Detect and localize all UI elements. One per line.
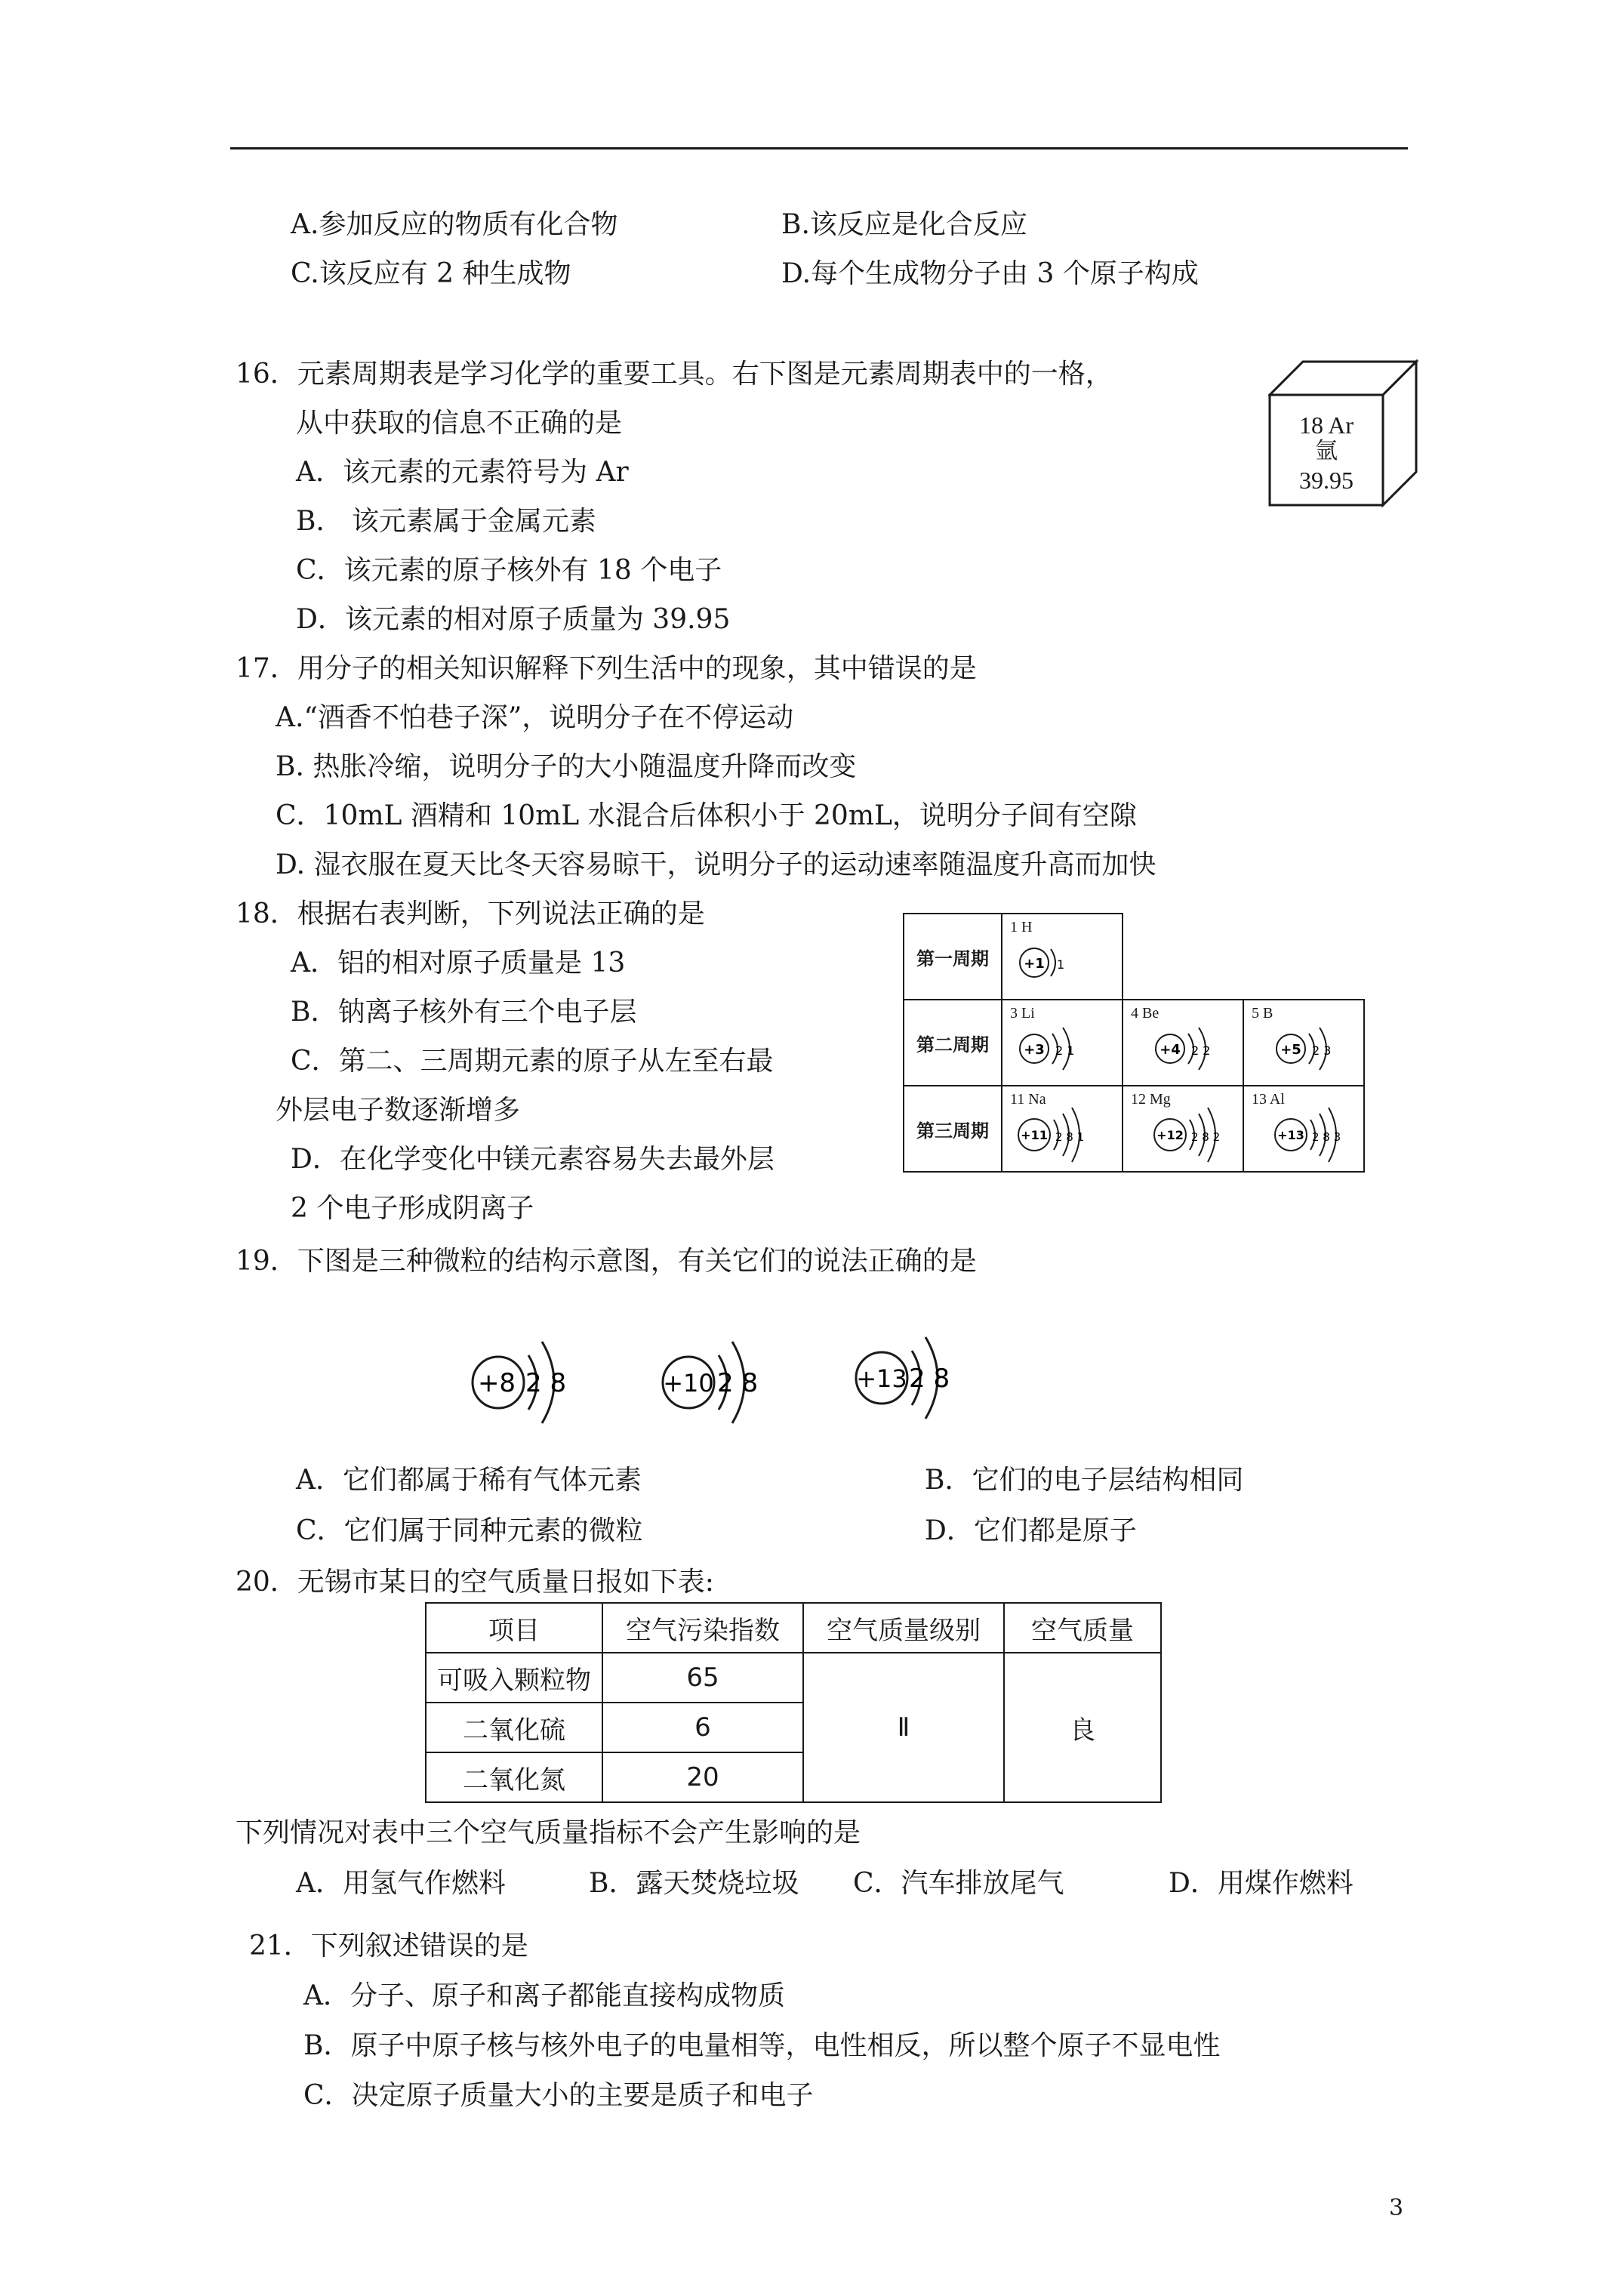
ion-structure-diagrams [453,1310,981,1446]
pollutant-name: 二氧化氮 [426,1752,602,1802]
shells-mg: 2 8 2 [1191,1130,1221,1144]
ion-diagram-ne [663,1342,758,1423]
shells-b: 2 3 [1312,1043,1332,1058]
q19-stem: 19．下图是三种微粒的结构示意图，有关它们的说法正确的是 [236,1246,977,1277]
q21-stem: 21．下列叙述错误的是 [249,1931,528,1962]
q17-option-a: A.“酒香不怕巷子深”，说明分子在不停运动 [276,702,794,733]
nucleus-plus-10: +10 [663,1369,714,1398]
shells-be: 2 2 [1191,1043,1211,1058]
q18-option-d: D．在化学变化中镁元素容易失去最外层 [291,1144,775,1175]
element-li-label: 3 Li [1010,1005,1035,1022]
atom-diagram-b [1244,1000,1363,1085]
element-cell-li [1002,1000,1123,1086]
element-na-label: 11 Na [1010,1091,1046,1108]
atom-diagram-h [1002,914,1122,999]
q19-option-a: A．它们都属于稀有气体元素 [296,1465,642,1496]
header-pollution-index: 空气污染指数 [602,1603,803,1653]
shells-h: 1 [1057,957,1065,972]
period-2-label: 第二周期 [904,1000,1002,1086]
q18-stem: 18．根据右表判断，下列说法正确的是 [236,898,705,929]
period-3-label: 第三周期 [904,1086,1002,1172]
q17-option-d: D. 湿衣服在夏天比冬天容易晾干，说明分子的运动速率随温度升高而加快 [276,849,1156,880]
q20-option-a: A．用氢气作燃料 [296,1868,506,1899]
argon-number-symbol: 18 Ar [1299,411,1354,439]
element-al-label: 13 Al [1252,1091,1285,1108]
q17-option-c: C．10mL 酒精和 10mL 水混合后体积小于 20mL，说明分子间有空隙 [276,800,1137,831]
q20-stem: 20．无锡市某日的空气质量日报如下表: [236,1567,714,1598]
air-quality-table [425,1602,1162,1803]
atom-diagram-al [1244,1086,1363,1171]
q17-stem: 17．用分子的相关知识解释下列生活中的现象，其中错误的是 [236,653,977,684]
q21-option-c: C．决定原子质量大小的主要是质子和电子 [303,2080,814,2111]
q19-option-d: D．它们都是原子 [925,1515,1137,1546]
argon-mass: 39.95 [1299,467,1354,494]
header-air-quality: 空气质量 [1004,1603,1161,1653]
shells-al: 2 8 3 [1312,1130,1341,1144]
shells-ne: 2 8 [717,1368,759,1398]
q15-option-a: A.参加反应的物质有化合物 [291,209,618,240]
q18-option-c-cont: 外层电子数逐渐增多 [276,1095,521,1126]
q20-question: 下列情况对表中三个空气质量指标不会产生影响的是 [236,1817,861,1848]
ion-diagram-al [856,1337,950,1419]
q17-option-b: B. 热胀冷缩，说明分子的大小随温度升降而改变 [276,751,857,782]
element-cell-be [1123,1000,1243,1086]
atom-diagram-mg [1123,1086,1243,1171]
argon-name: 氩 [1315,438,1338,464]
q21-option-a: A．分子、原子和离子都能直接构成物质 [303,1980,785,2011]
shells-na: 2 8 1 [1055,1130,1085,1144]
table-row [426,1653,1161,1703]
quality-rating: 良 [1004,1653,1161,1802]
air-quality-header-row [426,1603,1161,1653]
nucleus-h: +1 [1024,956,1045,972]
nucleus-be: +4 [1160,1042,1181,1058]
q16-option-b: B． 该元素属于金属元素 [296,506,596,537]
q15-option-c: C.该反应有 2 种生成物 [291,258,571,289]
argon-element-cell [1268,359,1419,510]
q18-option-d-cont: 2 个电子形成阴离子 [291,1193,534,1224]
q18-option-b: B．钠离子核外有三个电子层 [291,997,637,1028]
atom-diagram-na [1002,1086,1122,1171]
nucleus-mg: +12 [1156,1128,1184,1142]
atom-diagram-li [1002,1000,1122,1085]
element-cell-al [1243,1086,1364,1172]
pollutant-name: 二氧化硫 [426,1703,602,1752]
header-item: 项目 [426,1603,602,1653]
nucleus-plus-13: +13 [856,1364,907,1393]
q15-option-d: D.每个生成物分子由 3 个原子构成 [781,258,1199,289]
shells-li: 2 1 [1055,1043,1075,1058]
period-1-label: 第一周期 [904,914,1002,1000]
nucleus-plus-8: +8 [477,1368,516,1398]
element-cell-mg [1123,1086,1243,1172]
pollutant-index: 20 [602,1752,803,1802]
pollutant-name: 可吸入颗粒物 [426,1653,602,1703]
q16-stem-cont: 从中获取的信息不正确的是 [296,408,623,439]
nucleus-al: +13 [1277,1128,1304,1142]
q20-option-d: D．用煤作燃料 [1169,1868,1354,1899]
element-cell-h [1002,914,1123,1000]
q16-option-d: D．该元素的相对原子质量为 39.95 [296,604,731,635]
nucleus-b: +5 [1280,1042,1301,1058]
q20-option-b: B．露天焚烧垃圾 [589,1868,799,1899]
q20-option-c: C．汽车排放尾气 [853,1868,1064,1899]
quality-level: Ⅱ [803,1653,1004,1802]
q18-option-a: A．铝的相对原子质量是 13 [291,948,626,978]
ion-diagram-o [473,1342,566,1423]
element-be-label: 4 Be [1131,1005,1160,1022]
page-number: 3 [1389,2195,1404,2221]
header-rule [230,147,1408,149]
element-h-label: 1 H [1010,919,1033,935]
element-cell-b [1243,1000,1364,1086]
q15-option-b: B.该反应是化合反应 [781,209,1027,240]
atom-diagram-be [1123,1000,1243,1085]
pollutant-index: 6 [602,1703,803,1752]
q16-stem: 16．元素周期表是学习化学的重要工具。右下图是元素周期表中的一格， [236,359,1113,390]
header-quality-level: 空气质量级别 [803,1603,1004,1653]
shells-o: 2 8 [525,1368,567,1398]
shells-al-ion: 2 8 [909,1364,950,1394]
q19-option-b: B．它们的电子层结构相同 [925,1465,1244,1496]
element-b-label: 5 B [1252,1005,1273,1022]
q19-option-c: C．它们属于同种元素的微粒 [296,1515,643,1546]
periodic-table-excerpt [903,913,1365,1173]
q18-option-c: C．第二、三周期元素的原子从左至右最 [291,1046,774,1077]
pollutant-index: 65 [602,1653,803,1703]
element-cell-na [1002,1086,1123,1172]
element-mg-label: 12 Mg [1131,1091,1171,1108]
q16-option-c: C．该元素的原子核外有 18 个电子 [296,555,722,586]
q21-option-b: B．原子中原子核与核外电子的电量相等，电性相反，所以整个原子不显电性 [303,2030,1221,2061]
nucleus-na: +11 [1021,1128,1048,1142]
q16-option-a: A．该元素的元素符号为 Ar [296,457,629,488]
nucleus-li: +3 [1024,1042,1045,1058]
